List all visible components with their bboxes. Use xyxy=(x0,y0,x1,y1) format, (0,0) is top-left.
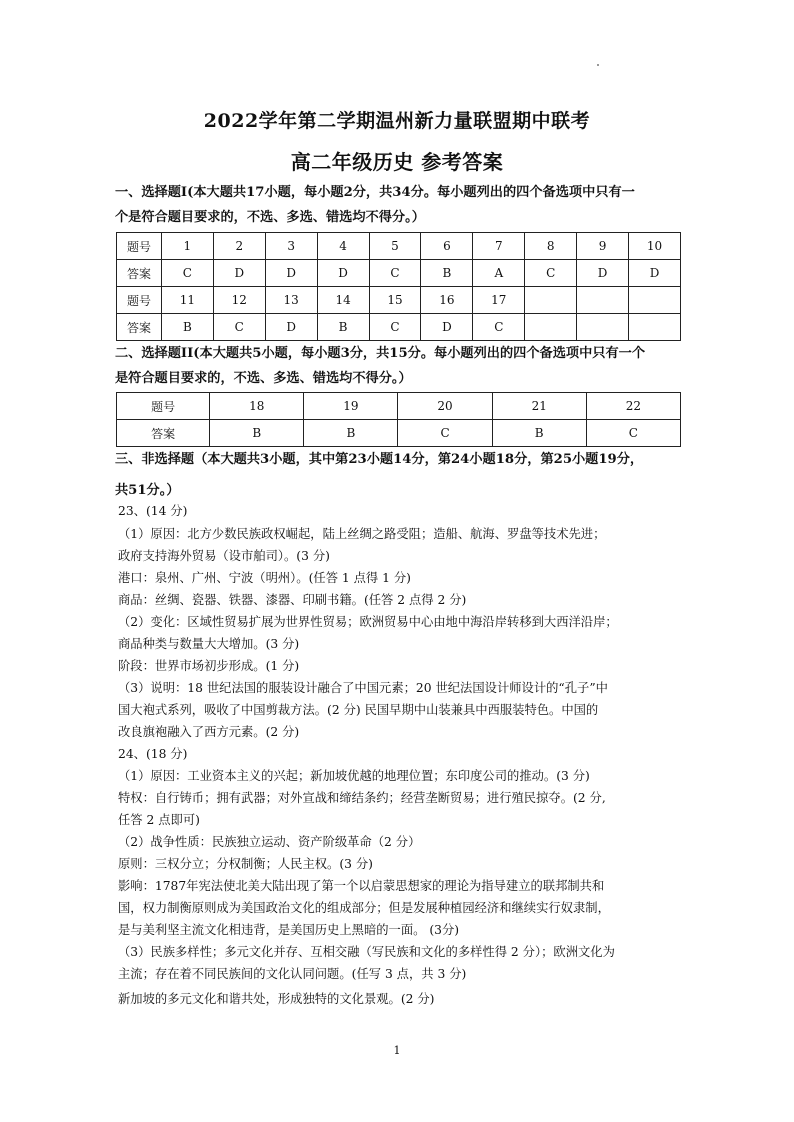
table-cell: D xyxy=(317,260,369,287)
table-cell: D xyxy=(629,260,681,287)
section3-heading-line1: 三、非选择题（本大题共3小题，其中第23小题14分，第24小题18分，第25小题19分， xyxy=(115,452,644,467)
table-cell: B xyxy=(421,260,473,287)
table-cell: D xyxy=(213,260,265,287)
exam-subtitle: 高二年级历史 参考答案 xyxy=(290,150,504,174)
answer-row xyxy=(117,260,681,287)
table-cell: C xyxy=(473,314,525,341)
table-cell: 22 xyxy=(586,393,680,420)
answer-line: 23、(14 分) xyxy=(118,504,188,518)
section2-heading-line1: 二、选择题II(本大题共5小题，每小题3分，共15分。每小题列出的四个备选项中只有一个 xyxy=(115,346,646,361)
row-label: 题号 xyxy=(117,233,162,260)
row-label: 题号 xyxy=(117,287,162,314)
answer-table-2 xyxy=(116,392,681,447)
answer-line: 特权：自行铸币；拥有武器；对外宣战和缔结条约；经营垄断贸易；进行殖民掠夺。(2 分, xyxy=(118,791,606,805)
row-label: 答案 xyxy=(117,420,210,447)
table-cell: 16 xyxy=(421,287,473,314)
answer-line: 政府支持海外贸易（设市舶司）。(3 分) xyxy=(118,549,330,563)
question-number-row xyxy=(117,393,681,420)
answer-line: （1）原因：工业资本主义的兴起；新加坡优越的地理位置；东印度公司的推动。(3 分) xyxy=(118,769,590,783)
table-cell xyxy=(629,314,681,341)
table-cell: 18 xyxy=(210,393,304,420)
table-cell xyxy=(577,314,629,341)
table-cell: 3 xyxy=(265,233,317,260)
answer-line: 24、(18 分) xyxy=(118,747,188,761)
section3-heading-line2: 共51分。） xyxy=(115,483,180,498)
table-cell: D xyxy=(577,260,629,287)
table-cell: 5 xyxy=(369,233,421,260)
table-cell: 14 xyxy=(317,287,369,314)
answer-line: （3）说明：18 世纪法国的服装设计融合了中国元素；20 世纪法国设计师设计的“孔子”中 xyxy=(118,681,608,695)
table-cell xyxy=(525,287,577,314)
table-cell: 13 xyxy=(265,287,317,314)
table-cell xyxy=(525,314,577,341)
table-cell: 6 xyxy=(421,233,473,260)
section2-heading xyxy=(115,341,695,391)
answer-line: 国大袍式系列，吸收了中国剪裁方法。(2 分) 民国早期中山装兼具中西服装特色。中国的 xyxy=(118,703,599,717)
table-cell: C xyxy=(369,260,421,287)
table-cell: B xyxy=(161,314,213,341)
table-cell: 2 xyxy=(213,233,265,260)
page-number: 1 xyxy=(393,1044,401,1057)
answer-line: 港口：泉州、广州、宁波（明州）。(任答 1 点得 1 分) xyxy=(118,571,411,585)
section1-heading-line1: 一、选择题I(本大题共17小题，每小题2分，共34分。每小题列出的四个备选项中只有一 xyxy=(115,185,635,200)
table-cell: 15 xyxy=(369,287,421,314)
table-cell: C xyxy=(161,260,213,287)
section1-heading xyxy=(115,180,695,230)
table-cell: 11 xyxy=(161,287,213,314)
table-cell: 21 xyxy=(492,393,586,420)
table-cell: 4 xyxy=(317,233,369,260)
table-cell: 12 xyxy=(213,287,265,314)
table-cell: B xyxy=(317,314,369,341)
table-cell: 7 xyxy=(473,233,525,260)
table-cell: 19 xyxy=(304,393,398,420)
table-cell: 9 xyxy=(577,233,629,260)
answer-line: （2）战争性质：民族独立运动、资产阶级革命（2 分） xyxy=(118,835,421,849)
answer-line: 原则：三权分立；分权制衡；人民主权。(3 分) xyxy=(118,857,373,871)
table-cell: C xyxy=(213,314,265,341)
table-cell: A xyxy=(473,260,525,287)
row-label: 答案 xyxy=(117,260,162,287)
answer-line: 商品：丝绸、瓷器、铁器、漆器、印刷书籍。(任答 2 点得 2 分) xyxy=(118,593,467,607)
table-cell: 10 xyxy=(629,233,681,260)
answer-line: 商品种类与数量大大增加。(3 分) xyxy=(118,637,300,651)
question-number-row xyxy=(117,233,681,260)
table-cell: D xyxy=(421,314,473,341)
table-cell: 17 xyxy=(473,287,525,314)
table-cell xyxy=(629,287,681,314)
table-cell: D xyxy=(265,314,317,341)
answer-row xyxy=(117,420,681,447)
row-label: 题号 xyxy=(117,393,210,420)
row-label: 答案 xyxy=(117,314,162,341)
table-cell: B xyxy=(492,420,586,447)
answer-line: 是与美利坚主流文化相违背，是美国历史上黑暗的一面。 (3分) xyxy=(118,923,460,937)
table-cell: C xyxy=(398,420,492,447)
table-cell: C xyxy=(525,260,577,287)
answer-line: 阶段：世界市场初步形成。(1 分) xyxy=(118,659,300,673)
table-cell: C xyxy=(369,314,421,341)
answer-line: 新加坡的多元文化和谐共处，形成独特的文化景观。(2 分) xyxy=(118,992,435,1006)
section3-heading xyxy=(115,447,695,503)
exam-title: 2022学年第二学期温州新力量联盟期中联考 xyxy=(203,110,591,132)
section2-heading-line2: 是符合题目要求的，不选、多选、错选均不得分。） xyxy=(115,371,412,386)
answer-line: （3）民族多样性；多元文化并存、互相交融（写民族和文化的多样性得 2 分）；欧洲文化为 xyxy=(118,945,615,959)
answer-line: 任答 2 点即可) xyxy=(118,813,200,827)
table-cell: B xyxy=(304,420,398,447)
section1-heading-line2: 个是符合题目要求的，不选、多选、错选均不得分。） xyxy=(115,210,425,225)
answer-line: 主流；存在着不同民族间的文化认同问题。(任写 3 点，共 3 分) xyxy=(118,967,467,981)
table-cell: 8 xyxy=(525,233,577,260)
speck-mark xyxy=(597,64,599,66)
answer-line: （2）变化：区域性贸易扩展为世界性贸易；欧洲贸易中心由地中海沿岸转移到大西洋沿岸； xyxy=(118,615,618,629)
answer-line: 国，权力制衡原则成为美国政治文化的组成部分；但是发展种植园经济和继续实行奴隶制， xyxy=(118,901,610,915)
table-cell: C xyxy=(586,420,680,447)
answer-line: 改良旗袍融入了西方元素。(2 分) xyxy=(118,725,300,739)
answer-line: （1）原因：北方少数民族政权崛起，陆上丝绸之路受阻；造船、航海、罗盘等技术先进； xyxy=(118,527,606,541)
table-cell xyxy=(577,287,629,314)
answer-line: 影响：1787年宪法使北美大陆出现了第一个以启蒙思想家的理论为指导建立的联邦制共和 xyxy=(118,879,605,893)
table-cell: B xyxy=(210,420,304,447)
table-cell: D xyxy=(265,260,317,287)
table-cell: 1 xyxy=(161,233,213,260)
answer-row xyxy=(117,314,681,341)
answer-table-1 xyxy=(116,232,681,341)
table-cell: 20 xyxy=(398,393,492,420)
question-number-row xyxy=(117,287,681,314)
